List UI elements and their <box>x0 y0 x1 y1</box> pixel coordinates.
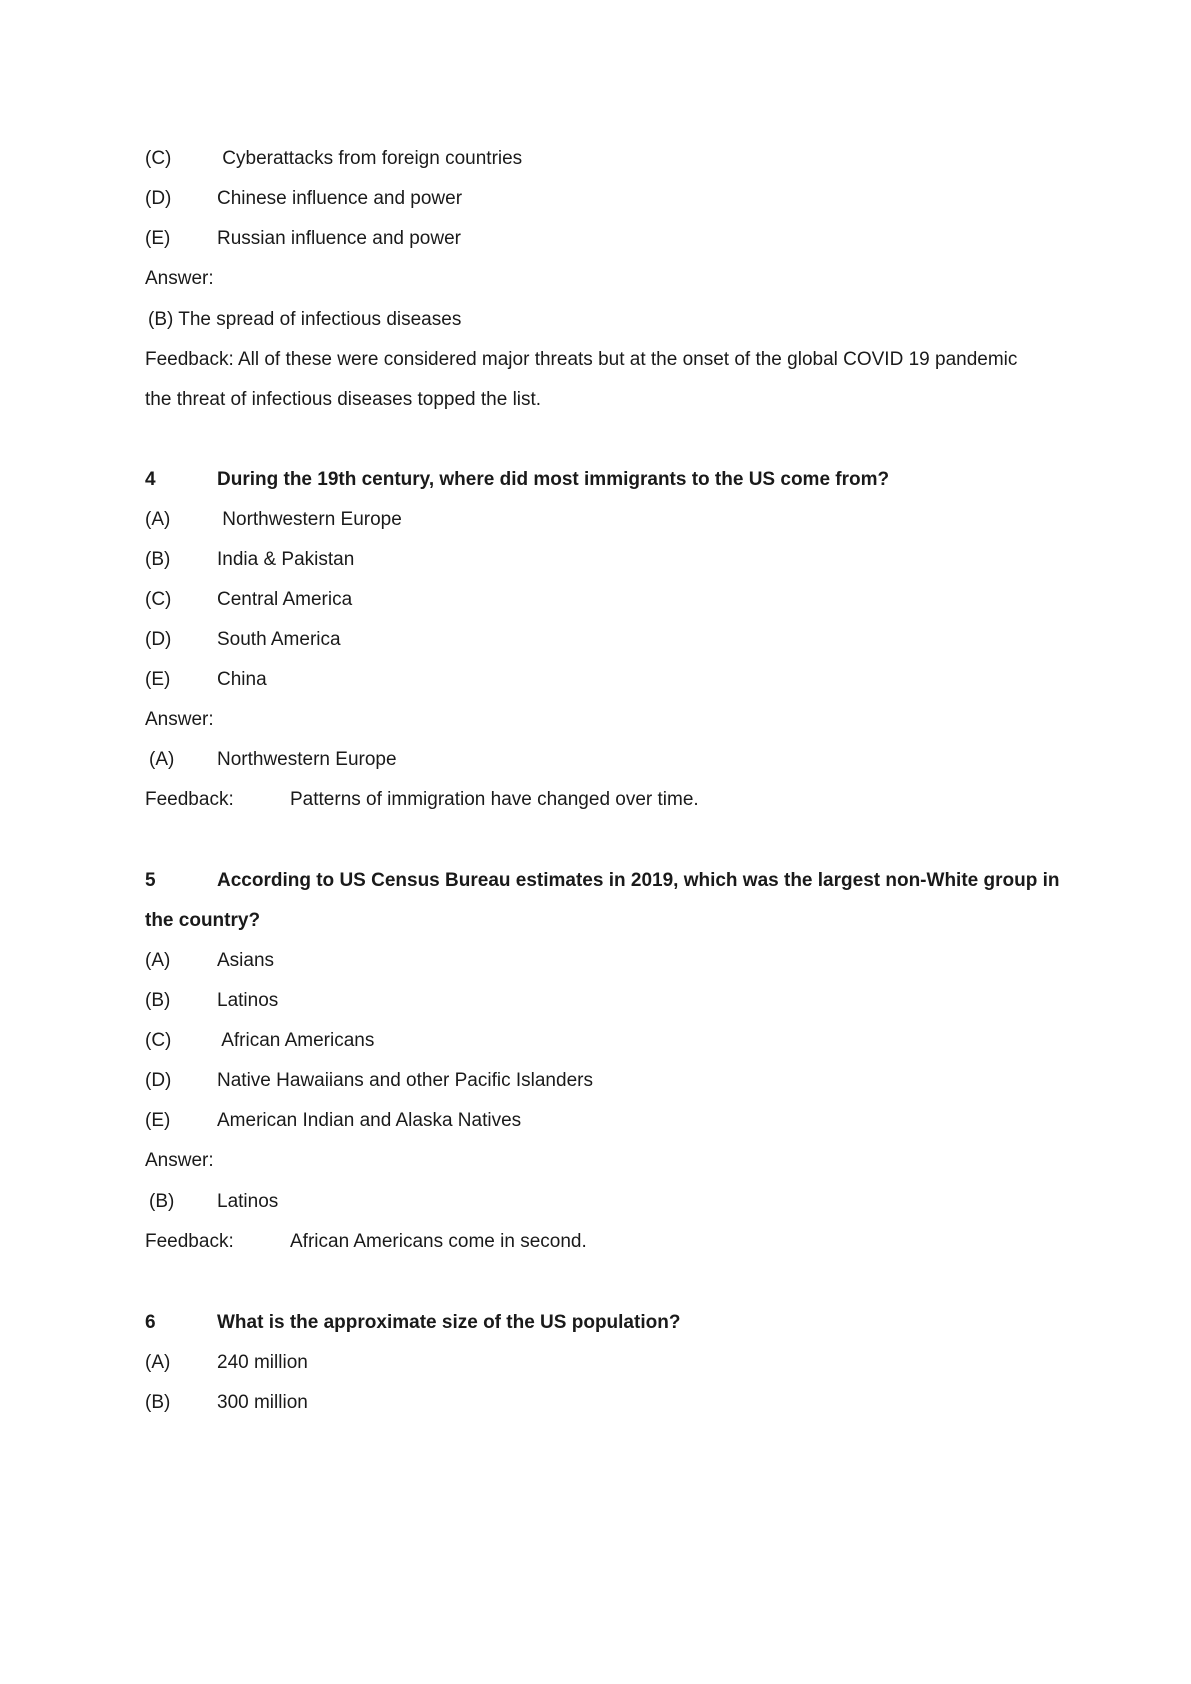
question-heading <box>145 869 1060 893</box>
option-text: China <box>217 669 267 690</box>
option-text: Northwestern Europe <box>217 509 402 530</box>
option-letter: (B) <box>145 549 171 570</box>
option-text: 240 million <box>217 1352 308 1373</box>
option-line <box>145 1351 308 1375</box>
feedback-text: Patterns of immigration have changed over time. <box>290 789 699 810</box>
option-text: Latinos <box>217 990 279 1011</box>
option-text: Asians <box>217 950 275 971</box>
question-text-continued: the country? <box>145 910 261 931</box>
answer-line <box>149 748 397 772</box>
option-line <box>145 227 461 251</box>
question-number: 6 <box>145 1312 156 1333</box>
feedback-line-1: Feedback: All of these were considered major threats but at the onset of the global COVID 19 pandemic <box>145 349 1018 370</box>
option-line <box>145 187 462 211</box>
question-number: 5 <box>145 870 156 891</box>
feedback-line-2: the threat of infectious diseases topped the list. <box>145 389 542 410</box>
option-letter: (A) <box>145 509 171 530</box>
answer-line <box>149 1190 278 1214</box>
option-letter: (D) <box>145 188 172 209</box>
answer-label: Answer: <box>145 709 214 730</box>
answer-label: Answer: <box>145 268 214 289</box>
option-line <box>145 508 402 532</box>
option-text: 300 million <box>217 1392 308 1413</box>
option-line <box>145 1069 593 1093</box>
answer-label: Answer: <box>145 1150 214 1171</box>
option-text: American Indian and Alaska Natives <box>217 1110 522 1131</box>
answer-text: (B) The spread of infectious diseases <box>148 309 462 330</box>
option-text: India & Pakistan <box>217 549 355 570</box>
option-line <box>145 1029 374 1053</box>
question-text: During the 19th century, where did most immigrants to the US come from? <box>217 469 890 490</box>
option-letter: (E) <box>145 669 171 690</box>
question-heading <box>145 1311 680 1335</box>
option-line <box>145 1391 308 1415</box>
option-text: South America <box>217 629 341 650</box>
option-letter: (C) <box>145 148 172 169</box>
option-letter: (D) <box>145 629 172 650</box>
option-letter: (B) <box>145 990 171 1011</box>
question-text: What is the approximate size of the US population? <box>217 1312 681 1333</box>
option-text: Chinese influence and power <box>217 188 463 209</box>
option-letter: (D) <box>145 1070 172 1091</box>
option-text: Native Hawaiians and other Pacific Islanders <box>217 1070 593 1091</box>
option-line <box>145 949 274 973</box>
option-letter: (C) <box>145 1030 172 1051</box>
feedback-text: African Americans come in second. <box>290 1231 587 1252</box>
option-letter: (A) <box>145 1352 171 1373</box>
answer-text: Northwestern Europe <box>217 749 397 770</box>
feedback-label: Feedback: <box>145 1231 234 1252</box>
question-text: According to US Census Bureau estimates in 2019, which was the largest non-White group in <box>217 870 1060 891</box>
feedback-line <box>145 1230 587 1254</box>
option-text: African Americans <box>217 1030 375 1051</box>
option-line <box>145 1109 521 1133</box>
option-letter: (C) <box>145 589 172 610</box>
option-letter: (A) <box>145 950 171 971</box>
feedback-line <box>145 788 699 812</box>
option-line <box>145 548 354 572</box>
option-text: Cyberattacks from foreign countries <box>217 148 523 169</box>
option-text: Russian influence and power <box>217 228 461 249</box>
answer-letter: (A) <box>149 749 175 770</box>
option-letter: (B) <box>145 1392 171 1413</box>
option-letter: (E) <box>145 228 171 249</box>
question-number: 4 <box>145 469 156 490</box>
answer-letter: (B) <box>149 1191 175 1212</box>
option-line <box>145 147 522 171</box>
option-line <box>145 668 267 692</box>
answer-text: Latinos <box>217 1191 279 1212</box>
question-heading <box>145 468 889 492</box>
feedback-label: Feedback: <box>145 789 234 810</box>
option-line <box>145 989 278 1013</box>
option-line <box>145 588 352 612</box>
option-letter: (E) <box>145 1110 171 1131</box>
option-text: Central America <box>217 589 353 610</box>
option-line <box>145 628 341 652</box>
